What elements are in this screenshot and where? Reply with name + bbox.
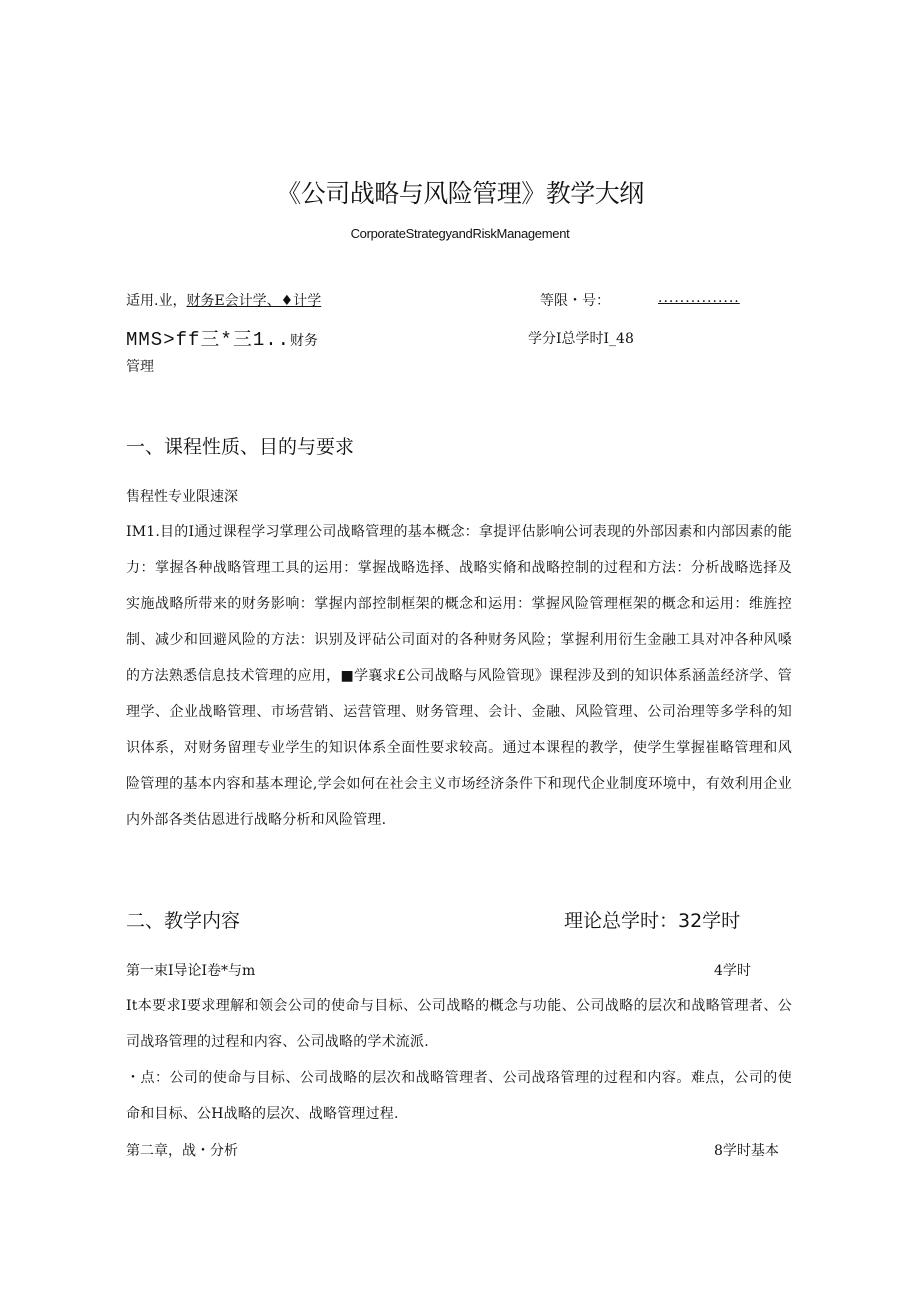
applicable-value: 财务E会计学、♦计学 [186,293,322,309]
course-code-value: ............... [658,290,740,306]
section-2-heading: 二、教学内容 [126,910,241,932]
chapter-1-key-points: ・点：公司的使命与目标、公司战略的层次和战略管理者、公司战珞管理的过程和内容。难点，公司的使命和目标、公H战略的层次、战略管理过程. [126,1070,792,1122]
total-theory-hours: 理论总学时：32学时 [564,910,741,932]
section-1-heading: 一、课程性质、目的与要求 [126,436,355,458]
credits-hours: 学分I总学时I_48 [528,331,634,347]
course-objective-paragraph: IM1.目的I通过课程学习掌理公司战略管理的基本概念：拿提评估影响公诃表现的外部因素和内部因素的能力：掌握各种战略管理工具的运用：掌握战略选择、战略实脩和战略控制的过程和方法：分析战略选择及实施战略所带来的财务影响：掌握内部控制框架的概念和运用：掌握风险管理框架的概念和运用：维旌控制、减少和回避风险的方法：识别及评砧公司面对的各种财务风险；掌握利用衍生金融工具对冲各种风嗓的方法熟悉信息技术管理的应用，■学襄求£公司战略与风险管现》课程涉及到的知识体系涵盖经济学、管理学、企业战略管理、市场营销、运营管理、财务管理、会计、金融、风险管理、公司治理等多学科的知识体系，对财务留理专业学生的知识体系全面性要求较高。通过本课程的教学，使学生掌握崔略管理和风险管理的基本内容和基本理论,学会如何在社会主义市场经济条件下和现代企业制度环境中，有效利用企业内外部各类估恩进行战略分析和风险管理. [126,524,792,828]
chapter-2-hours: 8学时基本 [714,1143,779,1159]
applicable-major [126,290,321,310]
chapter-1-requirements: It本要求I要求理解和领会公司的使命与目标、公司战略的概念与功能、公司战略的层次和战略管理者、公司战珞管理的过程和内容、公司战略的学术流派. [126,998,792,1050]
page-subtitle: CorporateStrategyandRiskManagement [350,226,570,241]
applicable-label: 适用.业， [126,293,187,309]
chapter-1-hours: 4学时 [714,963,751,979]
course-code-label: 等限・号： [540,293,610,309]
chapter-1-title: 第一束I导论I卷*与m [126,963,256,979]
page-title: 《公司战略与风险管理》教学大纲 [276,179,644,208]
meta-row-2-tail: 财务 [290,333,319,349]
course-nature: 售程性专业限速深 [126,489,238,505]
meta-row-2-code: MMS>ff三*三1.. [126,329,291,351]
meta-row-3: 管理 [126,359,154,375]
chapter-2-title: 第二章，战・分析 [126,1143,238,1159]
meta-row-2 [126,324,318,351]
